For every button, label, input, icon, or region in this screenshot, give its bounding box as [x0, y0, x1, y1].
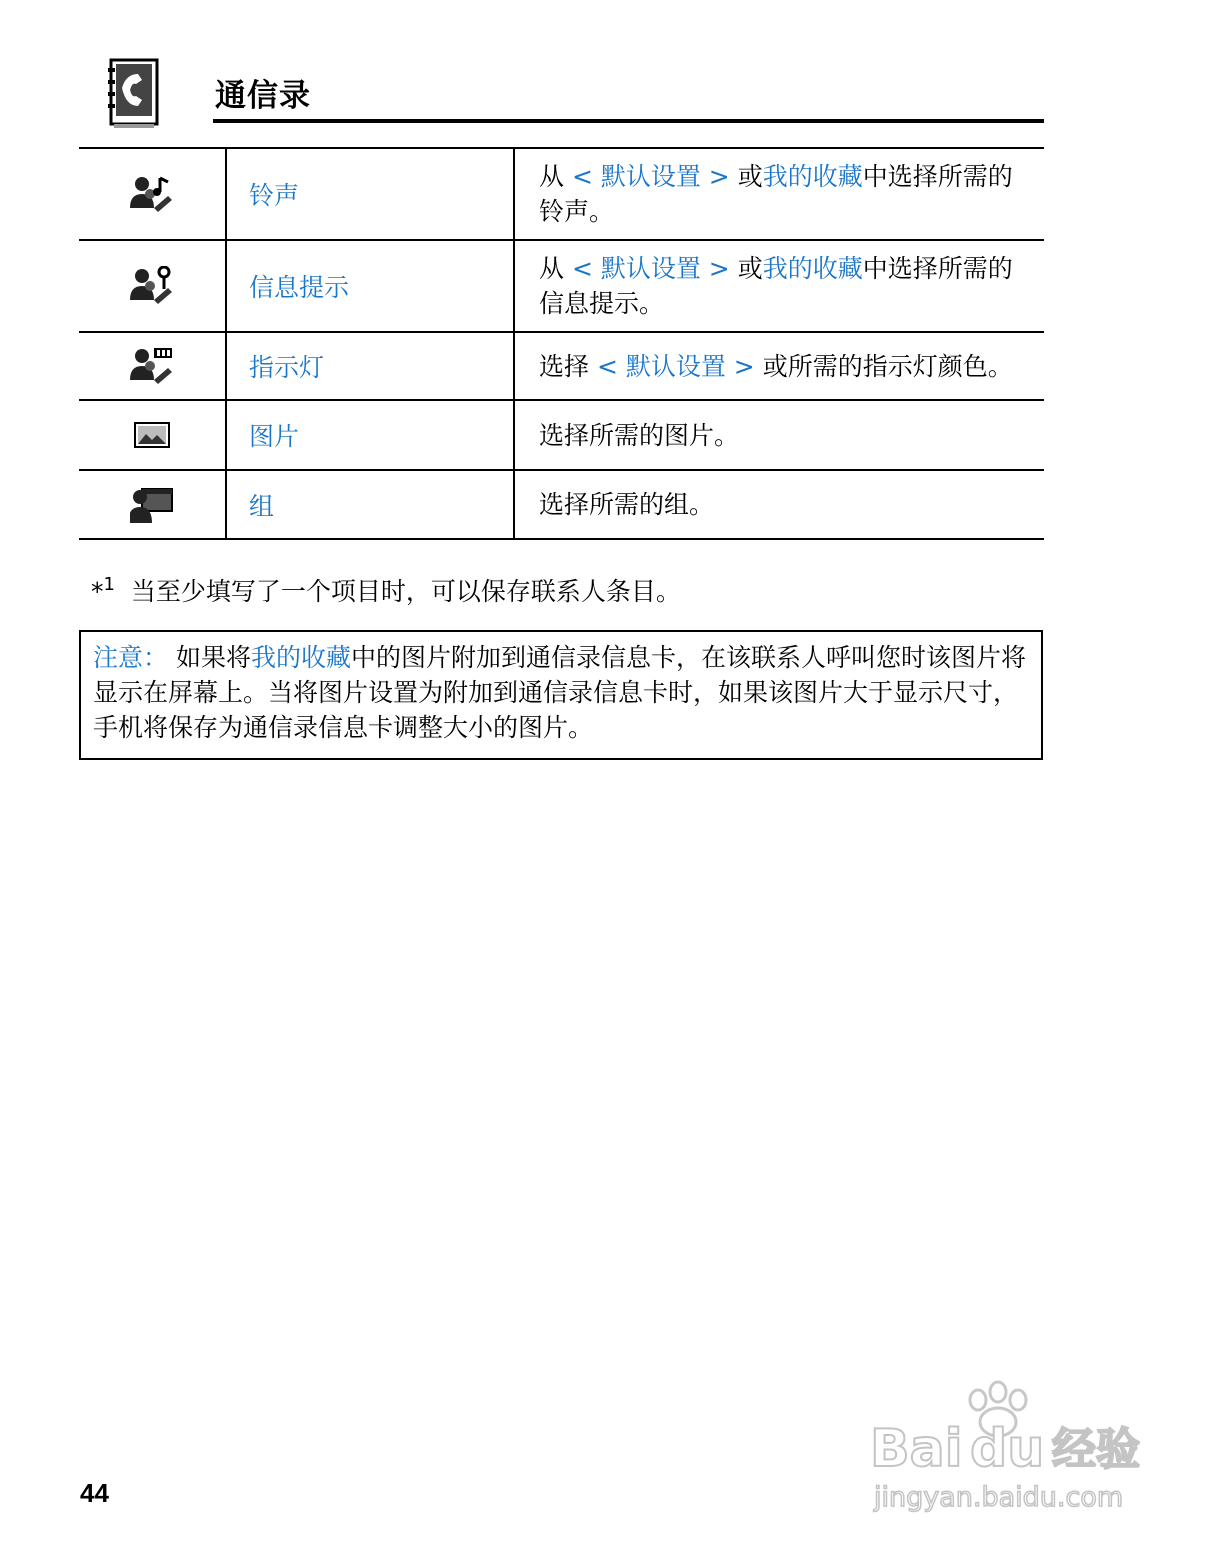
picture-icon	[134, 422, 170, 448]
person-group-icon	[130, 485, 174, 525]
setting-desc: 从 < 默认设置 > 或我的收藏中选择所需的铃声。	[514, 148, 1044, 240]
setting-desc: 选择所需的图片。	[514, 400, 1044, 470]
page-title: 通信录	[215, 78, 311, 114]
note-label: 注意：	[93, 643, 169, 672]
note-box: 注意： 如果将我的收藏中的图片附加到通信录信息卡，在该联系人呼叫您时该图片将显示在屏幕上。当将图片设置为附加到通信录信息卡时，如果该图片大于显示尺寸，手机将保存为通信录信息卡调整大小的图片。	[79, 630, 1043, 760]
person-music-note-icon	[130, 174, 174, 214]
table-row	[79, 400, 1044, 470]
setting-name-ringtone: 铃声	[226, 148, 514, 240]
page-number: 44	[80, 1478, 109, 1508]
svg-text:经验: 经验	[1052, 1424, 1140, 1475]
setting-desc: 从 < 默认设置 > 或我的收藏中选择所需的信息提示。	[514, 240, 1044, 332]
table-row	[79, 240, 1044, 332]
table-row	[79, 332, 1044, 400]
setting-name-message-alert: 信息提示	[226, 240, 514, 332]
table-row	[79, 470, 1044, 539]
baidu-jingyan-watermark	[866, 1378, 1156, 1518]
setting-desc: 选择所需的组。	[514, 470, 1044, 539]
footnote: *$^1$ 当至少填写了一个项目时，可以保存联系人条目。	[91, 574, 681, 606]
phonebook-icon	[108, 58, 160, 130]
setting-desc: 选择 < 默认设置 > 或所需的指示灯颜色。	[514, 332, 1044, 400]
title-rule	[213, 119, 1044, 123]
setting-name-indicator-light: 指示灯	[226, 332, 514, 400]
svg-text:Bai: Bai	[870, 1419, 963, 1479]
svg-text:jingyan.baidu.com: jingyan.baidu.com	[874, 1482, 1124, 1513]
person-light-icon	[130, 346, 174, 386]
setting-name-picture: 图片	[226, 400, 514, 470]
setting-name-group: 组	[226, 470, 514, 539]
svg-text:du: du	[970, 1419, 1045, 1479]
table-row	[79, 148, 1044, 240]
person-bubble-icon	[130, 266, 174, 306]
settings-table	[79, 147, 1044, 540]
